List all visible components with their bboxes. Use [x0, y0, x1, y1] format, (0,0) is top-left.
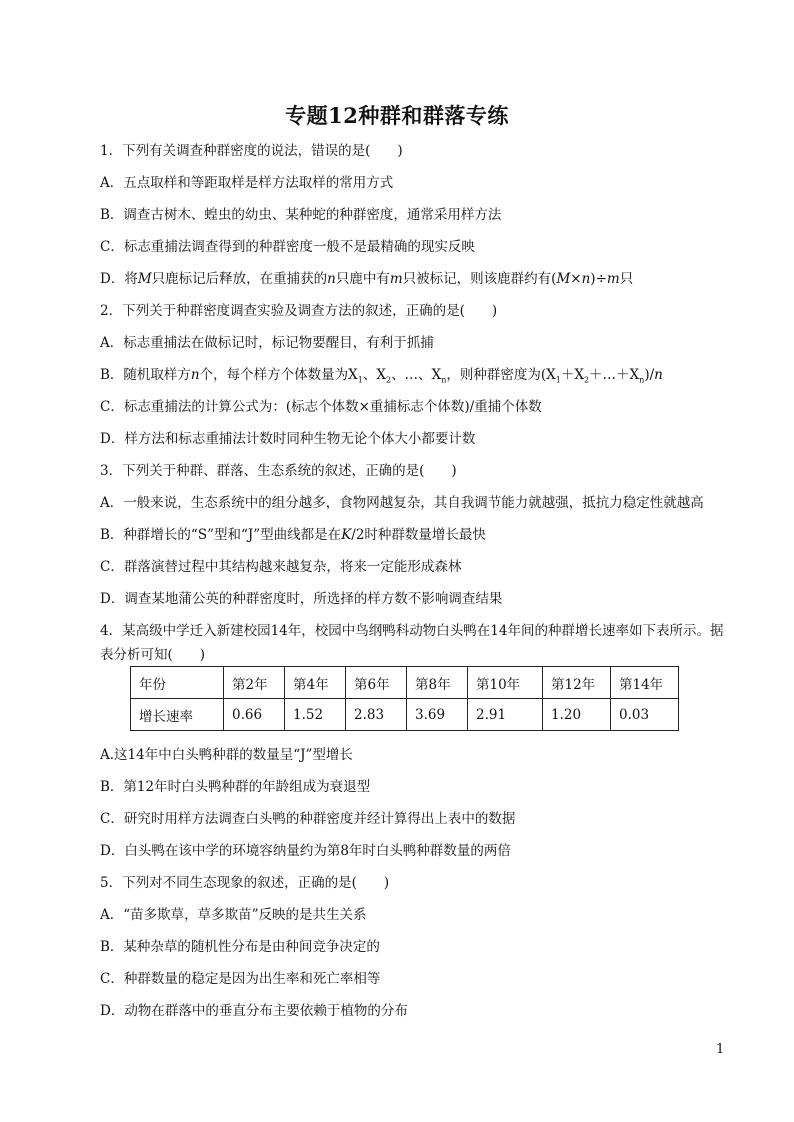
q3-b-var-K: K [341, 527, 352, 543]
q1-option-b: B．调查古树木、蝗虫的幼虫、某种蛇的种群密度，通常采用样方法 [100, 207, 502, 223]
q5-option-c: C．种群数量的稳定是因为出生率和死亡率相等 [100, 971, 381, 987]
table-cell: 2.83 [346, 699, 407, 731]
table-cell: 第8年 [407, 667, 468, 699]
table-cell: 第4年 [285, 667, 346, 699]
q4-option-d: D．白头鸭在该中学的环境容纳量约为第8年时白头鸭种群数量的两倍 [100, 843, 511, 859]
q1-option-c: C．标志重捕法调查得到的种群密度一般不是最精确的现实反映 [100, 239, 475, 255]
q2-b-subscript: n [441, 375, 447, 385]
q2-b-subscript: 1 [357, 375, 363, 385]
q2-b-subscript: 2 [583, 375, 590, 385]
q3-option-b [100, 526, 486, 544]
growth-rate-table [130, 666, 679, 731]
q4-stem-continued: 表分析可知( ) [100, 647, 206, 663]
table-cell: 第14年 [611, 667, 679, 699]
q5-stem: 5．下列对不同生态现象的叙述，正确的是( ) [100, 875, 390, 891]
q1-d-text: 只鹿中有 [335, 271, 390, 287]
table-cell: 第10年 [468, 667, 543, 699]
q2-b-var-n: n [190, 367, 200, 383]
q2-option-a: A．标志重捕法在做标记时，标记物要醒目，有利于抓捕 [100, 335, 434, 351]
q1-d-text: 只被标记，则该鹿群约有( [402, 271, 557, 287]
table-header-row [131, 667, 679, 699]
q2-b-text: ＋…＋X [589, 367, 640, 383]
q2-b-text: ，则种群密度为(X [446, 367, 556, 383]
table-cell: 年份 [131, 667, 224, 699]
q2-option-b [100, 366, 663, 390]
q4-option-a: A.这14年中白头鸭种群的数量呈“J”型增长 [100, 747, 353, 763]
q2-option-d: D．样方法和标志重捕法计数时同种生物无论个体大小都要计数 [100, 431, 476, 447]
table-cell: 第6年 [346, 667, 407, 699]
table-cell: 3.69 [407, 699, 468, 731]
table-cell: 第12年 [543, 667, 611, 699]
q3-b-text: B．种群增长的“S”型和“J”型曲线都是在 [100, 527, 342, 543]
q3-option-a: A．一般来说，生态系统中的组分越多，食物网越复杂，其自我调节能力就越强，抵抗力稳定性就越高 [100, 495, 704, 511]
table-cell: 1.20 [543, 699, 611, 731]
q2-b-subscript: 2 [385, 375, 392, 385]
q2-b-text: 个，每个样方个体数量为X [199, 367, 358, 383]
q2-b-text: ＋X [560, 367, 584, 383]
table-cell: 第2年 [224, 667, 285, 699]
q5-option-a: A．“苗多欺草，草多欺苗”反映的是共生关系 [100, 907, 367, 923]
q1-d-text: )÷ [590, 271, 607, 287]
q2-option-c: C．标志重捕法的计算公式为：(标志个体数×重捕标志个体数)/重捕个体数 [100, 399, 542, 415]
q2-b-text: 、…、X [391, 367, 442, 383]
q4-option-c: C．研究时用样方法调查白头鸭的种群密度并经计算得出上表中的数据 [100, 811, 516, 827]
q1-d-text: 只鹿标记后释放，在重捕获的 [151, 271, 328, 287]
q1-stem: 1．下列有关调查种群密度的说法，错误的是( ) [100, 143, 403, 159]
q2-b-text: B．随机取样方 [100, 367, 191, 383]
q1-d-var-m: m [389, 271, 403, 287]
q4-option-b: B．第12年时白头鸭种群的年龄组成为衰退型 [100, 779, 371, 795]
page-title: 专题12种群和群落专练 [285, 103, 509, 128]
q2-b-text: )/ [644, 367, 655, 383]
q3-stem: 3．下列关于种群、群落、生态系统的叙述，正确的是( ) [100, 463, 457, 479]
q2-b-var-n: n [654, 367, 663, 383]
q3-b-text: /2时种群数量增长最快 [351, 527, 486, 543]
table-cell: 0.03 [611, 699, 679, 731]
q3-option-c: C．群落演替过程中其结构越来越复杂，将来一定能形成森林 [100, 559, 462, 575]
q3-option-d: D．调查某地蒲公英的种群密度时，所选择的样方数不影响调查结果 [100, 591, 503, 607]
q4-stem: 4．某高级中学迁入新建校园14年，校园中鸟纲鸭科动物白头鸭在14年间的种群增长速率如下表所示。据 [100, 623, 724, 639]
q1-d-text: D．将 [100, 271, 138, 287]
page-number: 1 [716, 1042, 725, 1057]
table-cell: 增长速率 [131, 699, 224, 731]
q1-option-a: A．五点取样和等距取样是样方法取样的常用方式 [100, 175, 394, 191]
q1-d-var-n: n [327, 271, 336, 287]
q2-b-subscript: 1 [555, 375, 561, 385]
q5-option-b: B．某种杂草的随机性分布是由种间竞争决定的 [100, 939, 380, 955]
q2-stem: 2．下列关于种群密度调查实验及调查方法的叙述，正确的是( ) [100, 303, 498, 319]
q1-d-var-m: m [606, 271, 620, 287]
table-cell: 0.66 [224, 699, 285, 731]
q5-option-d: D．动物在群落中的垂直分布主要依赖于植物的分布 [100, 1003, 408, 1019]
q1-d-text: 只 [619, 271, 634, 287]
q2-b-text: 、X [362, 367, 386, 383]
q1-option-d [100, 270, 633, 288]
q1-d-expr: M×n [556, 271, 591, 287]
q1-d-var-M: M [137, 271, 152, 287]
table-cell: 2.91 [468, 699, 543, 731]
q2-b-subscript: n [639, 375, 645, 385]
table-cell: 1.52 [285, 699, 346, 731]
table-row [131, 699, 679, 731]
